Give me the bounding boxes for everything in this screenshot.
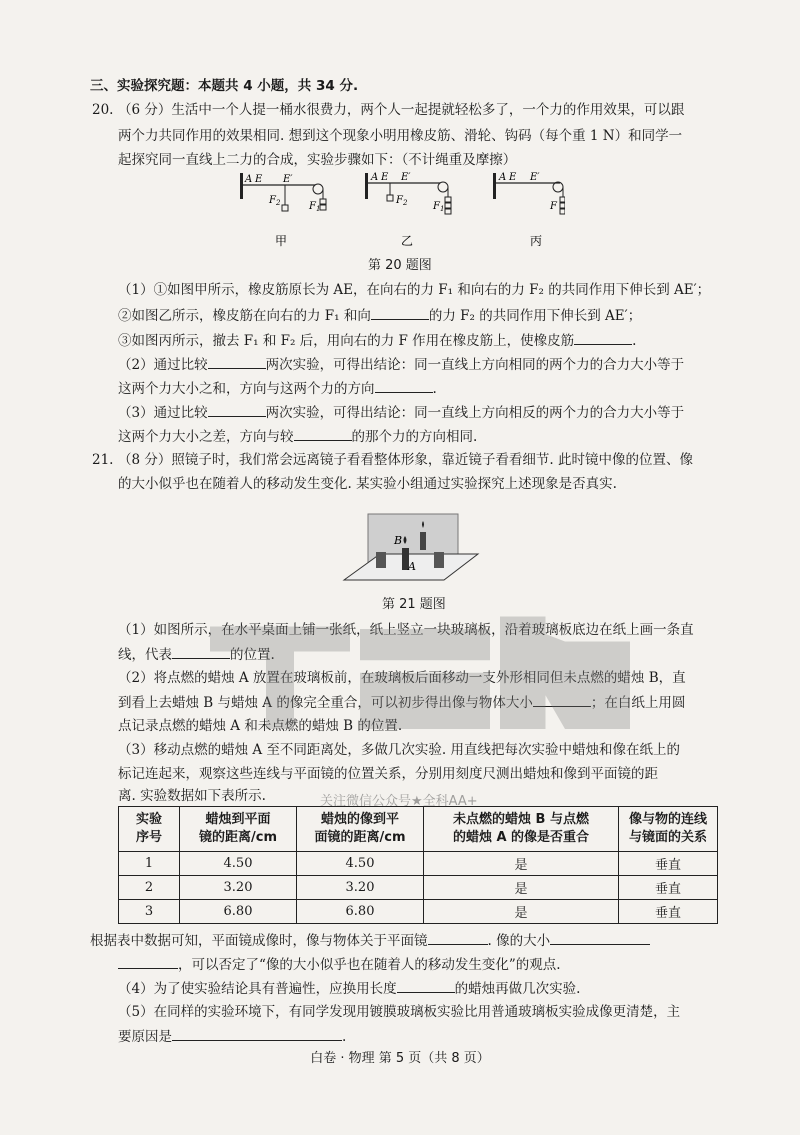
q20-part1-b: ②如图乙所示，橡皮筋在向右的力 F₁ 和向 的力 F₂ 的共同作用下伸长到 AE′； — [118, 305, 748, 326]
q20-text-line3: 起探究同一直线上二力的合成，实验步骤如下：（不计绳重及摩擦） — [118, 152, 517, 168]
answer-blank[interactable] — [118, 954, 178, 969]
table-cell: 垂直 — [619, 852, 718, 876]
answer-blank[interactable] — [294, 426, 352, 441]
answer-blank[interactable] — [428, 930, 488, 945]
q21-part5-b: 要原因是 . — [118, 1026, 748, 1047]
watermark-logo — [210, 604, 640, 744]
q21-part1-b: 线，代表 的位置. — [118, 644, 748, 665]
table-cell: 6.80 — [297, 900, 424, 924]
panel-yi — [365, 172, 451, 248]
panel-jia — [240, 173, 326, 248]
svg-text:E: E — [509, 172, 517, 183]
q21-figure — [340, 492, 480, 588]
q21-caption: 第 21 题图 — [382, 597, 446, 612]
q21-conclusion-b: ，可以否定了“像的大小似乎也在随着人的移动发生变化”的观点. — [118, 954, 748, 975]
answer-blank[interactable] — [208, 354, 266, 369]
candle-b — [420, 532, 426, 550]
svg-text:E′: E′ — [401, 172, 411, 183]
q21-part5-a: （5）在同样的实验环境下，有同学发现用镀膜玻璃板实验比用普通玻璃板实验成像更清楚，主 — [118, 1004, 681, 1020]
table-header: 像与物的连线 与镜面的关系 — [619, 807, 718, 852]
svg-text:F1: $F_1$ — [309, 201, 321, 213]
table-cell: 是 — [424, 876, 619, 900]
table-cell: 6.80 — [180, 900, 297, 924]
q20-part2-b: 这两个力大小之和，方向与这两个力的方向 . — [118, 378, 748, 399]
q20-number: 20. — [92, 102, 114, 118]
table-cell: 垂直 — [619, 900, 718, 924]
table-cell: 是 — [424, 852, 619, 876]
table-cell: 垂直 — [619, 876, 718, 900]
table-header-row — [119, 807, 718, 852]
table-row — [119, 876, 718, 900]
q20-part2-a: （2）通过比较 两次实验，可得出结论：同一直线上方向相同的两个力的合力大小等于 — [118, 354, 748, 375]
q20-text-line1: （6 分）生活中一个人提一桶水很费力，两个人一起提就轻松多了，一个力的作用效果，可以跟 — [118, 102, 685, 118]
q21-data-table — [118, 806, 718, 924]
answer-blank[interactable] — [574, 330, 632, 345]
svg-text:乙: 乙 — [401, 234, 414, 248]
q20-part3-b: 这两个力大小之差，方向与较 的那个力的方向相同. — [118, 426, 748, 447]
table-cell: 1 — [119, 852, 180, 876]
svg-text:E: E — [255, 174, 263, 185]
svg-text:F: F — [550, 201, 557, 212]
table-row — [119, 852, 718, 876]
svg-text:A: A — [245, 174, 253, 185]
svg-text:A: A — [499, 172, 507, 183]
page-footer: 白卷 · 物理 第 5 页（共 8 页） — [310, 1051, 490, 1066]
table-cell: 3.20 — [297, 876, 424, 900]
q20-caption: 第 20 题图 — [368, 258, 432, 273]
answer-blank[interactable] — [208, 402, 266, 417]
table-header: 蜡烛的像到平 面镜的距离/cm — [297, 807, 424, 852]
svg-text:E′: E′ — [530, 172, 540, 183]
q21-number: 21. — [92, 452, 114, 468]
svg-text:F2: $F_2$ — [269, 195, 281, 207]
q21-part1-a: （1）如图所示，在水平桌面上铺一张纸，纸上竖立一块玻璃板，沿着玻璃板底边在纸上画一条直 — [118, 622, 694, 638]
q21-part4: （4）为了使实验结论具有普遍性，应换用长度 的蜡烛再做几次实验. — [118, 978, 748, 999]
svg-text:A: A — [408, 560, 416, 573]
table-header: 蜡烛到平面 镜的距离/cm — [180, 807, 297, 852]
q20-part3-a: （3）通过比较 两次实验，可得出结论：同一直线上方向相反的两个力的合力大小等于 — [118, 402, 748, 423]
svg-text:A: A — [371, 172, 379, 183]
table-cell: 是 — [424, 900, 619, 924]
table-cell: 4.50 — [180, 852, 297, 876]
q21-part3-c: 离. 实验数据如下表所示. — [118, 788, 266, 804]
svg-text:E: E — [381, 172, 389, 183]
q21-part2-a: （2）将点燃的蜡烛 A 放置在玻璃板前，在玻璃板后面移动一支外形相同但未点燃的蜡烛 B，直 — [118, 670, 686, 686]
svg-text:F2: $F_2$ — [396, 195, 408, 207]
q21-conclusion-a: 根据表中数据可知，平面镜成像时，像与物体关于平面镜 . 像的大小 — [90, 930, 720, 951]
q21-text-line2: 的大小似乎也在随着人的移动发生变化. 某实验小组通过实验探究上述现象是否真实. — [118, 476, 617, 492]
panel-bing — [493, 172, 565, 248]
table-header: 实验 序号 — [119, 807, 180, 852]
q21-part3-a: （3）移动点燃的蜡烛 A 至不同距离处，多做几次实验. 用直线把每次实验中蜡烛和像在纸上的 — [118, 742, 681, 758]
watermark-text: 关注微信公众号★全科AA+ — [320, 794, 478, 809]
table-row — [119, 900, 718, 924]
answer-blank[interactable] — [371, 305, 429, 320]
q21-part2-c: 点记录点燃的蜡烛 A 和未点燃的蜡烛 B 的位置. — [118, 718, 403, 734]
table-header: 未点燃的蜡烛 B 与点燃 的蜡烛 A 的像是否重合 — [424, 807, 619, 852]
svg-text:B: B — [394, 534, 403, 547]
answer-blank[interactable] — [375, 378, 433, 393]
answer-blank[interactable] — [172, 1026, 342, 1041]
table-cell: 3 — [119, 900, 180, 924]
q21-part3-b: 标记连起来，观察这些连线与平面镜的位置关系，分别用刻度尺测出蜡烛和像到平面镜的距 — [118, 766, 658, 782]
table-cell: 2 — [119, 876, 180, 900]
svg-text:E′: E′ — [283, 174, 293, 185]
table-cell: 4.50 — [297, 852, 424, 876]
answer-blank[interactable] — [550, 930, 650, 945]
svg-text:F1: $F_1$ — [433, 201, 445, 213]
q20-text-line2: 两个力共同作用的效果相同. 想到这个现象小明用橡皮筋、滑轮、钩码（每个重 1 N）和同学一 — [118, 128, 683, 144]
q20-part1-a: （1）①如图甲所示，橡皮筋原长为 AE，在向右的力 F₁ 和向右的力 F₂ 的共同作用下伸长到 AE′； — [118, 282, 711, 298]
q20-figure — [225, 165, 565, 250]
q21-part2-b: 到看上去蜡烛 B 与蜡烛 A 的像完全重合，可以初步得出像与物体大小 ；在白纸上用圆 — [118, 692, 748, 713]
section-title: 三、实验探究题：本题共 4 小题，共 34 分. — [90, 78, 359, 94]
q20-part1-c: ③如图丙所示，撤去 F₁ 和 F₂ 后，用向右的力 F 作用在橡皮筋上，使橡皮筋 . — [118, 330, 748, 351]
q21-text-line1: （8 分）照镜子时，我们常会远离镜子看看整体形象，靠近镜子看看细节. 此时镜中像的位置、像 — [118, 452, 693, 468]
table-cell: 3.20 — [180, 876, 297, 900]
svg-text:甲: 甲 — [275, 234, 288, 248]
svg-text:丙: 丙 — [530, 234, 543, 248]
answer-blank[interactable] — [397, 978, 455, 993]
